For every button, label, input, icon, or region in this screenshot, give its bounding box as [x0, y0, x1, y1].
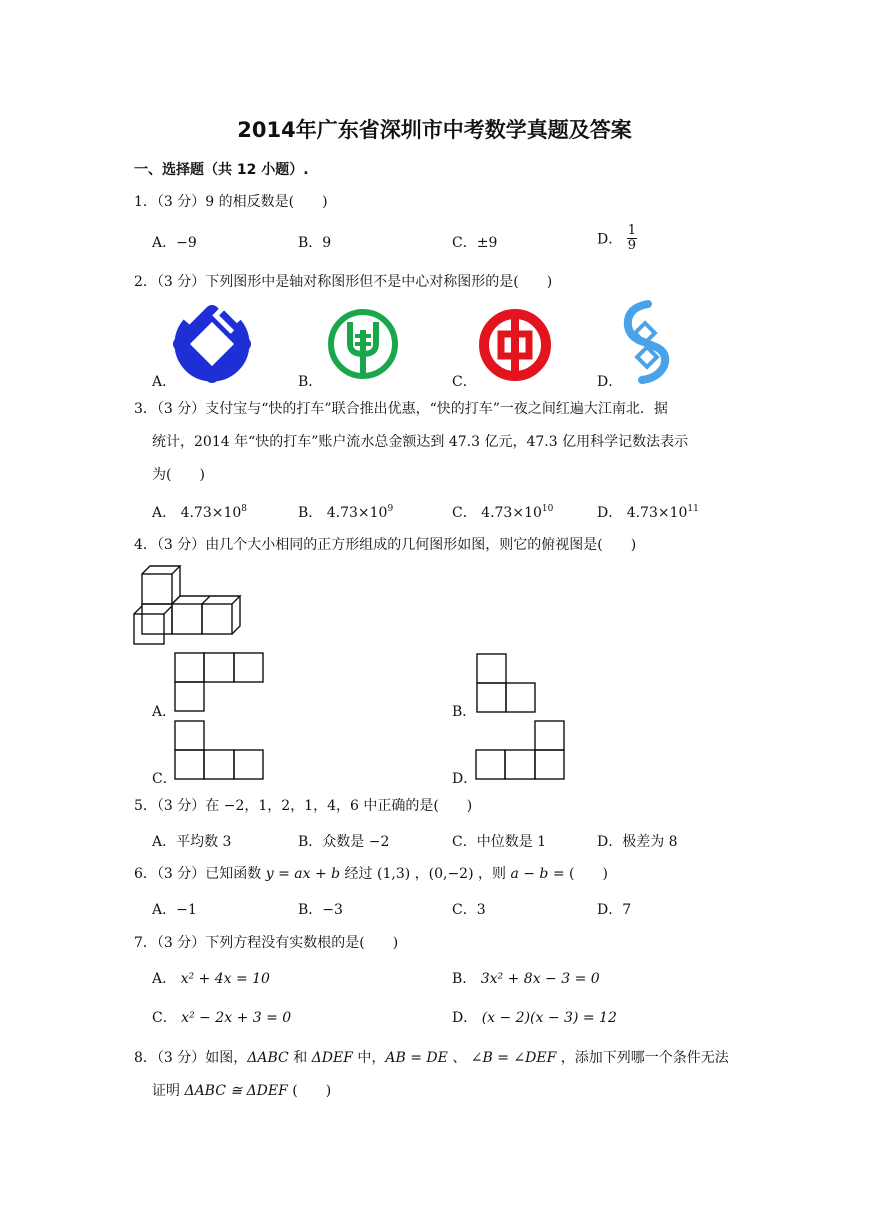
q4-option-c-figure — [174, 720, 266, 782]
q8-line-2: 证明 ΔABC ≅ ΔDEF ( ) — [152, 1083, 332, 1099]
q4-label-b: B． — [452, 704, 477, 720]
q4-option-b-figure — [476, 653, 538, 715]
q3-line-2: 统计，2014 年“快的打车”账户流水总金额达到 47.3 亿元，47.3 亿用科学记数法表示 — [152, 434, 689, 450]
bank-logo-a-icon — [174, 306, 250, 384]
q6-stem: 6．（3 分）已知函数 y = ax + b 经过 (1,3) ，(0,−2) ，则 a − b = ( ) — [134, 866, 608, 882]
bank-logo-c-icon — [476, 306, 554, 384]
q4-cube-figure — [130, 562, 242, 646]
page-title: 2014年广东省深圳市中考数学真题及答案 — [237, 118, 632, 142]
q3-option-d: D． $4.73\times 10^{11}$ — [597, 504, 699, 521]
q6-option-b: B．−3 — [298, 902, 343, 918]
q2-label-c: C． — [452, 374, 477, 390]
q5-option-c: C．中位数是 1 — [452, 834, 547, 850]
q7-option-a: A． x² + 4x = 10 — [152, 971, 270, 987]
bank-logo-d-icon — [618, 298, 674, 386]
q1-stem: 1．（3 分）9 的相反数是( ) — [134, 194, 328, 210]
section-heading: 一、选择题（共 12 小题）. — [134, 162, 309, 178]
q6-option-c: C．3 — [452, 902, 486, 918]
q1-fraction: $\frac{1}{9}$ — [627, 223, 636, 253]
q7-stem: 7．（3 分）下列方程没有实数根的是( ) — [134, 935, 399, 951]
q3-option-c: C． $4.73\times 10^{10}$ — [452, 504, 554, 521]
q5-option-a: A．平均数 3 — [152, 834, 232, 850]
q1-option-d: D． $\frac{1}{9}$ — [597, 223, 636, 253]
bank-logo-b-icon — [325, 306, 401, 382]
q2-label-a: A． — [152, 374, 177, 390]
q7-option-d: D． (x − 2)(x − 3) = 12 — [452, 1010, 617, 1026]
q2-stem: 2．（3 分）下列图形中是轴对称图形但不是中心对称图形的是( ) — [134, 274, 553, 290]
q1-option-a: A．−9 — [152, 235, 197, 251]
q6-option-d: D．7 — [597, 902, 632, 918]
q4-label-c: C． — [152, 771, 177, 787]
q1-option-b: B．9 — [298, 235, 332, 251]
q5-stem: 5．（3 分）在 −2，1，2，1，4，6 中正确的是( ) — [134, 798, 473, 814]
q3-option-b: B． $4.73\times 10^9$ — [298, 504, 394, 521]
q8-line-1: 8．（3 分）如图，ΔABC 和 ΔDEF 中，AB = DE 、 ∠B = ∠DEF ，添加下列哪一个条件无法 — [134, 1050, 729, 1066]
q3-line-3: 为( ) — [152, 467, 205, 483]
q4-stem: 4．（3 分）由几个大小相同的正方形组成的几何图形如图，则它的俯视图是( ) — [134, 537, 637, 553]
q2-label-b: B． — [298, 374, 323, 390]
q6-option-a: A．−1 — [152, 902, 197, 918]
q1-option-c: C．±9 — [452, 235, 498, 251]
q7-option-b: B． 3x² + 8x − 3 = 0 — [452, 971, 600, 987]
q5-option-b: B．众数是 −2 — [298, 834, 390, 850]
q3-option-a: A． $4.73\times 10^8$ — [152, 504, 248, 521]
q4-label-a: A． — [152, 704, 177, 720]
q4-option-d-figure — [475, 720, 567, 782]
q7-option-c: C． x² − 2x + 3 = 0 — [152, 1010, 292, 1026]
q4-option-a-figure — [174, 652, 266, 714]
q2-label-d: D． — [597, 374, 623, 390]
q4-label-d: D． — [452, 771, 478, 787]
q3-line-1: 3．（3 分）支付宝与“快的打车”联合推出优惠，“快的打车”一夜之间红遍大江南北．据 — [134, 401, 668, 417]
q5-option-d: D．极差为 8 — [597, 834, 678, 850]
